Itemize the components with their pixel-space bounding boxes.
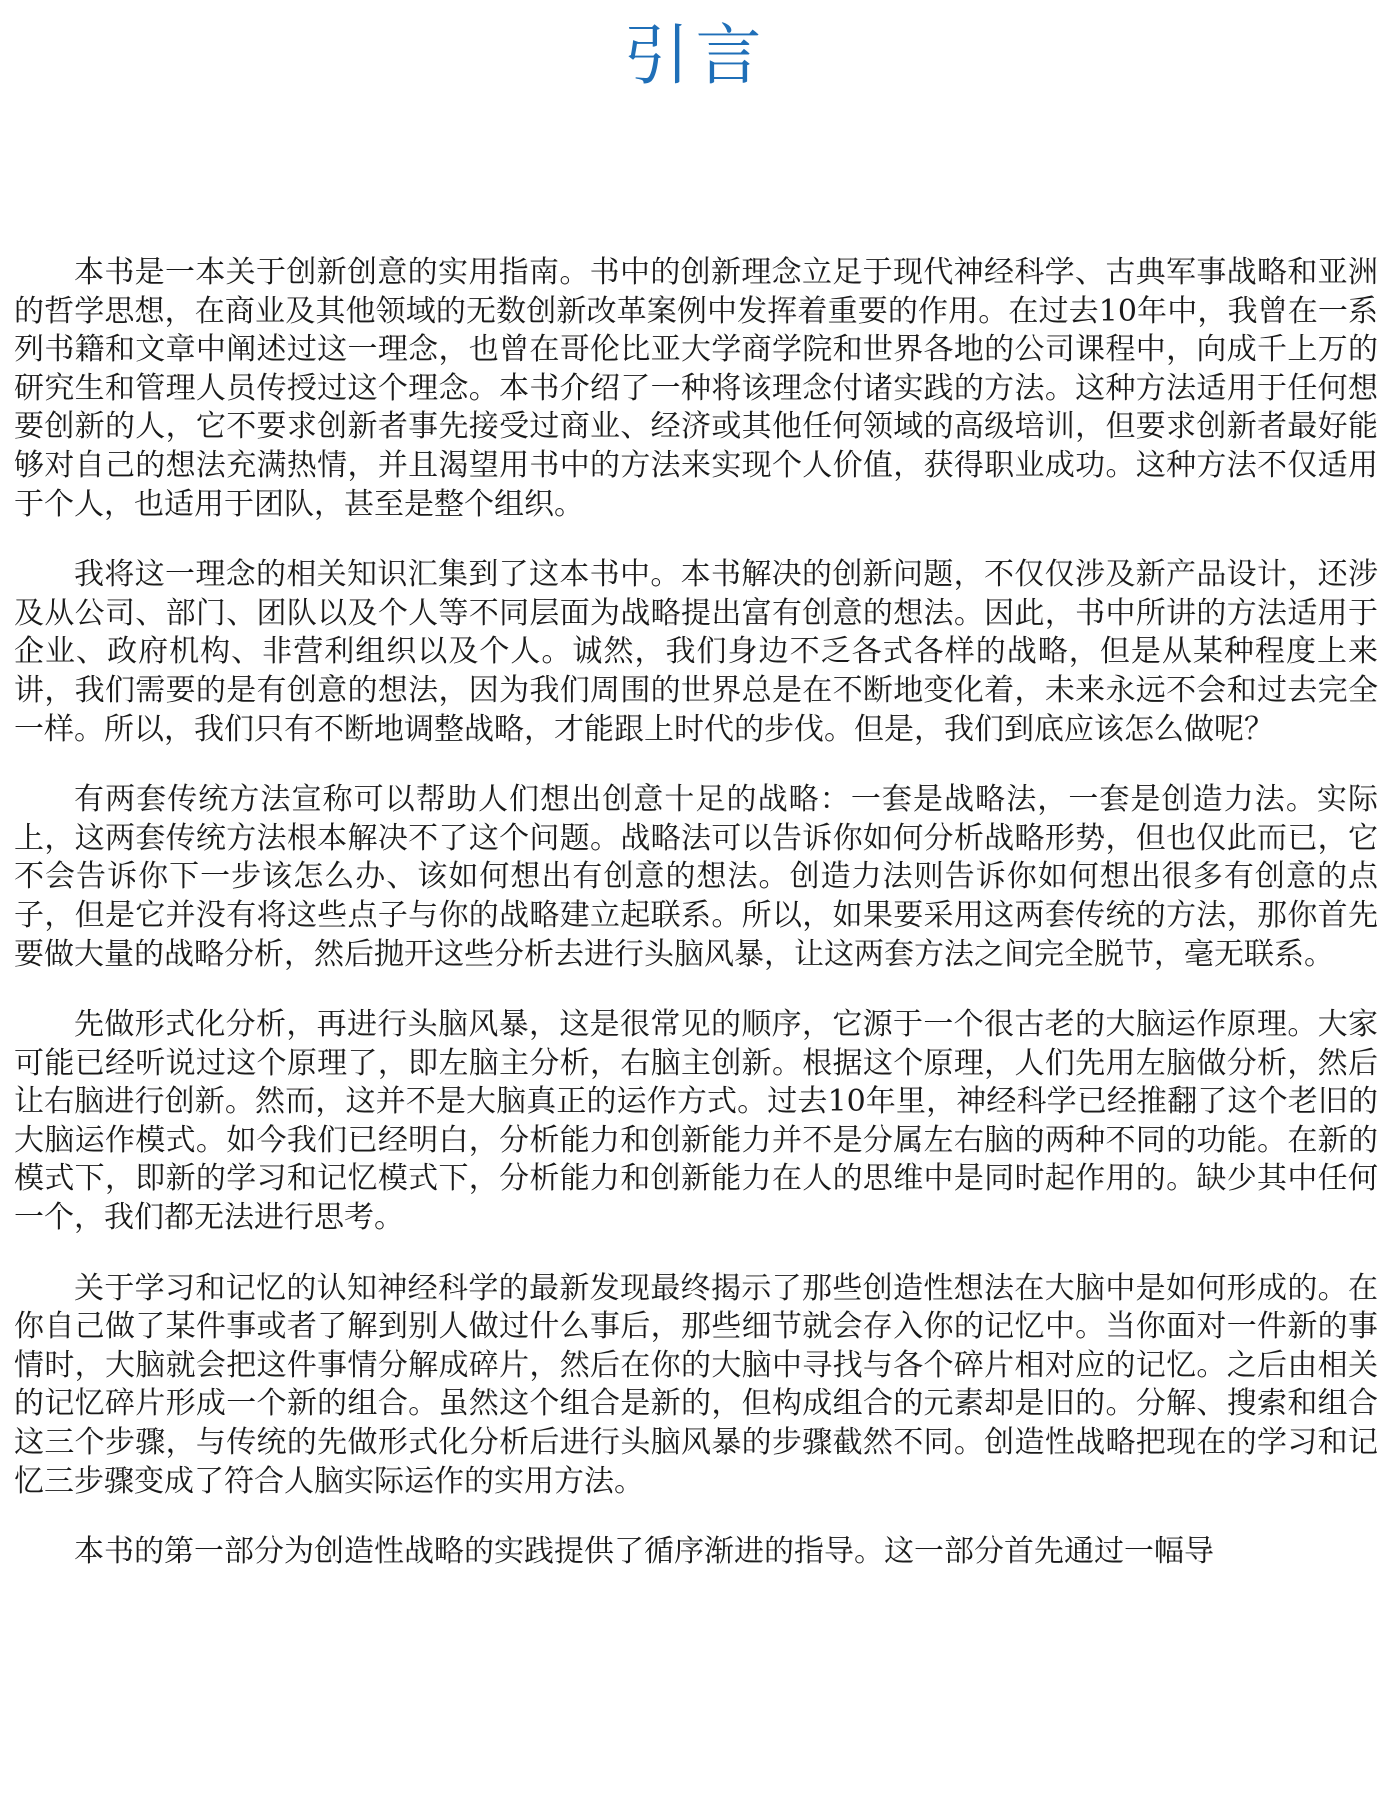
- paragraph: 先做形式化分析，再进行头脑风暴，这是很常见的顺序，它源于一个很古老的大脑运作原理。大家可能已经听说过这个原理了，即左脑主分析，右脑主创新。根据这个原理，人们先用左脑做分析，然后让右脑进行创新。然而，这并不是大脑真正的运作方式。过去10年里，神经科学已经推翻了这个老旧的大脑运作模式。如今我们已经明白，分析能力和创新能力并不是分属左右脑的两种不同的功能。在新的模式下，即新的学习和记忆模式下，分析能力和创新能力在人的思维中是同时起作用的。缺少其中任何一个，我们都无法进行思考。: [14, 1007, 1378, 1236]
- page-title: 引言: [623, 17, 768, 94]
- paragraph: 有两套传统方法宣称可以帮助人们想出创意十足的战略：一套是战略法，一套是创造力法。实际上，这两套传统方法根本解决不了这个问题。战略法可以告诉你如何分析战略形势，但也仅此而已，它不会告诉你下一步该怎么办、该如何想出有创意的想法。创造力法则告诉你如何想出很多有创意的点子，但是它并没有将这些点子与你的战略建立起联系。所以，如果要采用这两套传统的方法，那你首先要做大量的战略分析，然后抛开这些分析去进行头脑风暴，让这两套方法之间完全脱节，毫无联系。: [14, 782, 1378, 972]
- paragraph: 本书是一本关于创新创意的实用指南。书中的创新理念立足于现代神经科学、古典军事战略和亚洲的哲学思想，在商业及其他领域的无数创新改革案例中发挥着重要的作用。在过去10年中，我曾在一系列书籍和文章中阐述过这一理念，也曾在哥伦比亚大学商学院和世界各地的公司课程中，向成千上万的研究生和管理人员传授过这个理念。本书介绍了一种将该理念付诸实践的方法。这种方法适用于任何想要创新的人，它不要求创新者事先接受过商业、经济或其他任何领域的高级培训，但要求创新者最好能够对自己的想法充满热情，并且渴望用书中的方法来实现个人价值，获得职业成功。这种方法不仅适用于个人，也适用于团队，甚至是整个组织。: [14, 255, 1378, 522]
- paragraph: 本书的第一部分为创造性战略的实践提供了循序渐进的指导。这一部分首先通过一幅导: [74, 1534, 1214, 1570]
- paragraph: 我将这一理念的相关知识汇集到了这本书中。本书解决的创新问题，不仅仅涉及新产品设计，还涉及从公司、部门、团队以及个人等不同层面为战略提出富有创意的想法。因此，书中所讲的方法适用于企业、政府机构、非营利组织以及个人。诚然，我们身边不乏各式各样的战略，但是从某种程度上来讲，我们需要的是有创意的想法，因为我们周围的世界总是在不断地变化着，未来永远不会和过去完全一样。所以，我们只有不断地调整战略，才能跟上时代的步伐。但是，我们到底应该怎么做呢？: [14, 557, 1378, 747]
- paragraph: 关于学习和记忆的认知神经科学的最新发现最终揭示了那些创造性想法在大脑中是如何形成的。在你自己做了某件事或者了解到别人做过什么事后，那些细节就会存入你的记忆中。当你面对一件新的事情时，大脑就会把这件事情分解成碎片，然后在你的大脑中寻找与各个碎片相对应的记忆。之后由相关的记忆碎片形成一个新的组合。虽然这个组合是新的，但构成组合的元素却是旧的。分解、搜索和组合这三个步骤，与传统的先做形式化分析后进行头脑风暴的步骤截然不同。创造性战略把现在的学习和记忆三步骤变成了符合人脑实际运作的实用方法。: [14, 1270, 1378, 1499]
- body-text: [14, 254, 1378, 1604]
